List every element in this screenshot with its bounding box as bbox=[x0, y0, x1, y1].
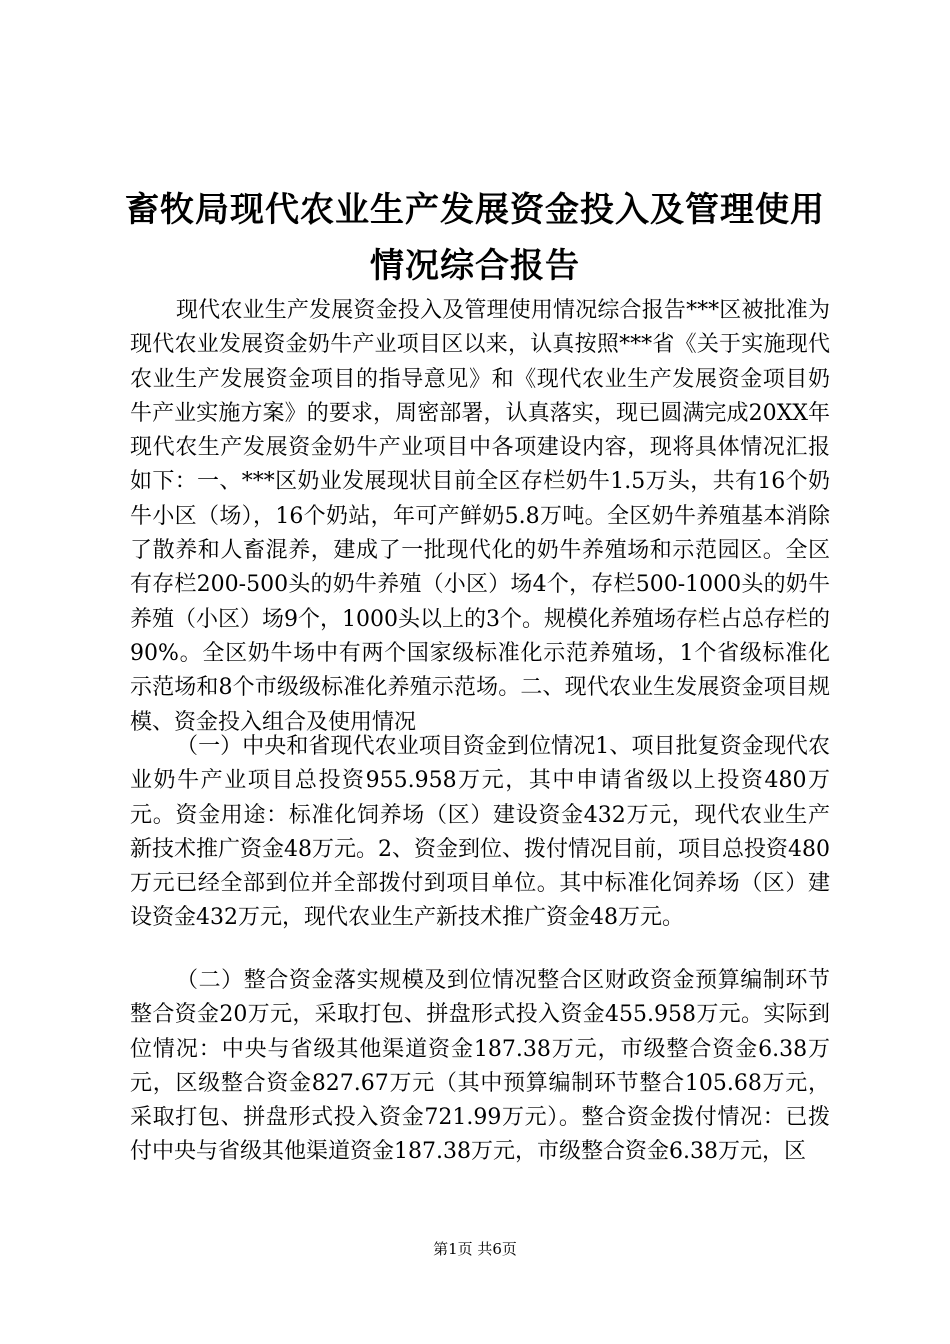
body-paragraph-3: （二）整合资金落实规模及到位情况整合区财政资金预算编制环节整合资金20万元，采取打包、拼盘形式投入资金455.958万元。实际到位情况：中央与省级其他渠道资金187.38万元，市级整合资金6.38万元，区级整合资金827.67万元（其中预算编制环节整合105.68万元，采取打包、拼盘形式投入资金721.99万元）。整合资金拨付情况：已拨付中央与省级其他渠道资金187.38万元，市级整合资金6.38万元，区 bbox=[130, 968, 830, 1165]
body-paragraph-2: （一）中央和省现代农业项目资金到位情况1、项目批复资金现代农业奶牛产业项目总投资955.958万元，其中申请省级以上投资480万元。资金用途：标准化饲养场（区）建设资金432万元，现代农业生产新技术推广资金48万元。2、资金到位、拨付情况目前，项目总投资480万元已经全部到位并全部拨付到项目单位。其中标准化饲养场（区）建设资金432万元，现代农业生产新技术推广资金48万元。 bbox=[130, 734, 830, 931]
body-paragraph-3-block bbox=[130, 964, 830, 1170]
page-footer: 第1页 共6页 bbox=[433, 1240, 517, 1258]
body-paragraph-1: 现代农业生产发展资金投入及管理使用情况综合报告***区被批准为现代农业发展资金奶牛产业项目区以来，认真按照***省《关于实施现代农业生产发展资金项目的指导意见》和《现代农业生产发展资金项目奶牛产业实施方案》的要求，周密部署，认真落实，现已圆满完成20XX年现代农生产发展资金奶牛产业项目中各项建设内容，现将具体情况汇报如下：一、***区奶业发展现状目前全区存栏奶牛1.5万头，共有16个奶牛小区（场），16个奶站，年可产鲜奶5.8万吨。全区奶牛养殖基本消除了散养和人畜混养，建成了一批现代化的奶牛养殖场和示范园区。全区有存栏200-500头的奶牛养殖（小区）场4个，存栏500-1000头的奶牛养殖（小区）场9个，1000头以上的3个。规模化养殖场存栏占总存栏的90%。全区奶牛场中有两个国家级标准化示范养殖场，1个省级标准化示范场和8个市级级标准化养殖示范场。二、现代农业生发展资金项目规模、资金投入组合及使用情况 bbox=[130, 298, 830, 735]
body-paragraph-2-block bbox=[130, 730, 830, 936]
body-paragraph-1-block bbox=[130, 294, 830, 740]
document-title-line-2: 情况综合报告 bbox=[370, 246, 580, 286]
document-title-line-1: 畜牧局现代农业生产发展资金投入及管理使用 bbox=[125, 190, 825, 230]
